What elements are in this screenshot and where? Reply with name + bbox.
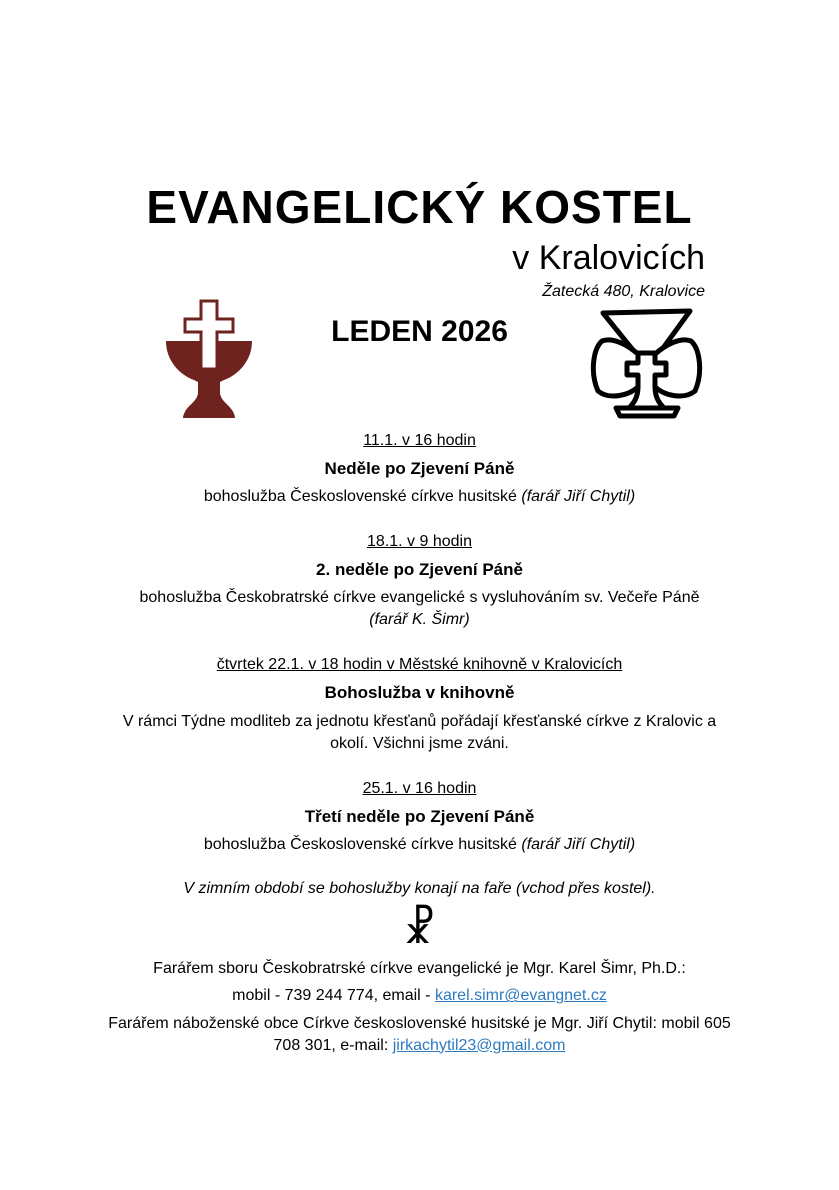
- page-subtitle: v Kralovicích: [512, 239, 705, 278]
- event-date-row: [0, 431, 839, 451]
- event-date: 11.1. v 16 hodin: [363, 431, 476, 449]
- event-title: Bohoslužba v knihovně: [324, 683, 515, 703]
- event-title: 2. neděle po Zjevení Páně: [316, 560, 523, 580]
- footer-line-pastor2: [95, 1013, 745, 1057]
- footer-contacts: [0, 958, 839, 1056]
- event-block: [0, 779, 839, 856]
- event-date: čtvrtek 22.1. v 18 hodin v Městské knihovně v Kralovicích: [216, 656, 623, 674]
- address-line: Žatecká 480, Kralovice: [542, 282, 705, 300]
- event-block: [0, 655, 839, 754]
- pastor-note: (farář K. Šimr): [369, 611, 470, 629]
- events-list: [0, 431, 839, 856]
- event-date: 18.1. v 9 hodin: [367, 533, 472, 551]
- email-link-jirka[interactable]: jirkachytil23@gmail.com: [392, 1036, 566, 1054]
- month-title: LEDEN 2026: [331, 314, 508, 348]
- email-link-karel[interactable]: karel.simr@evangnet.cz: [434, 987, 607, 1005]
- chi-rho-icon: ☧: [403, 904, 436, 954]
- event-description-text: bohoslužba Českobratrské církve evangelické s vysluhováním sv. Večeře Páně: [139, 589, 700, 607]
- event-description: [115, 486, 725, 508]
- event-description-text: V rámci Týdne modliteb za jednotu křesťanů pořádají křesťanské církve z Kralovic a okolí. Všichni jsme zváni.: [122, 712, 717, 752]
- event-description: [115, 711, 725, 755]
- event-block: [0, 431, 839, 508]
- pastor-note: (farář Jiří Chytil): [521, 836, 636, 854]
- page-title: EVANGELICKÝ KOSTEL: [146, 181, 693, 233]
- header-graphics-row: [0, 299, 839, 423]
- event-date-row: [0, 655, 839, 675]
- winter-note: V zimním období se bohoslužby konají na faře (vchod přes kostel).: [183, 880, 656, 898]
- hussite-church-logo-icon: [589, 307, 704, 419]
- event-date: 25.1. v 16 hodin: [362, 779, 477, 797]
- chi-rho-row: [0, 906, 839, 952]
- event-title: Neděle po Zjevení Páně: [324, 458, 515, 478]
- event-block: [0, 532, 839, 631]
- event-description-text: bohoslužba Československé církve husitské: [203, 487, 517, 505]
- event-description: [115, 587, 725, 631]
- footer-line-contact1: [0, 985, 839, 1007]
- event-title: Třetí neděle po Zjevení Páně: [304, 806, 535, 826]
- footer-line-pastor1: Farářem sboru Českobratrské církve evangelické je Mgr. Karel Šimr, Ph.D.:: [153, 960, 686, 978]
- event-date-row: [0, 779, 839, 799]
- event-description: [115, 834, 725, 856]
- footer-contact2-text: Farářem náboženské obce Církve československé husitské je Mgr. Jiří Chytil: mobil 605 708 301, e-mail:: [108, 1014, 731, 1054]
- event-date-row: [0, 532, 839, 552]
- footer-contact1-text: mobil - 739 244 774, email -: [232, 987, 435, 1005]
- event-description-text: bohoslužba Československé církve husitské: [203, 836, 517, 854]
- pastor-note: (farář Jiří Chytil): [521, 487, 636, 505]
